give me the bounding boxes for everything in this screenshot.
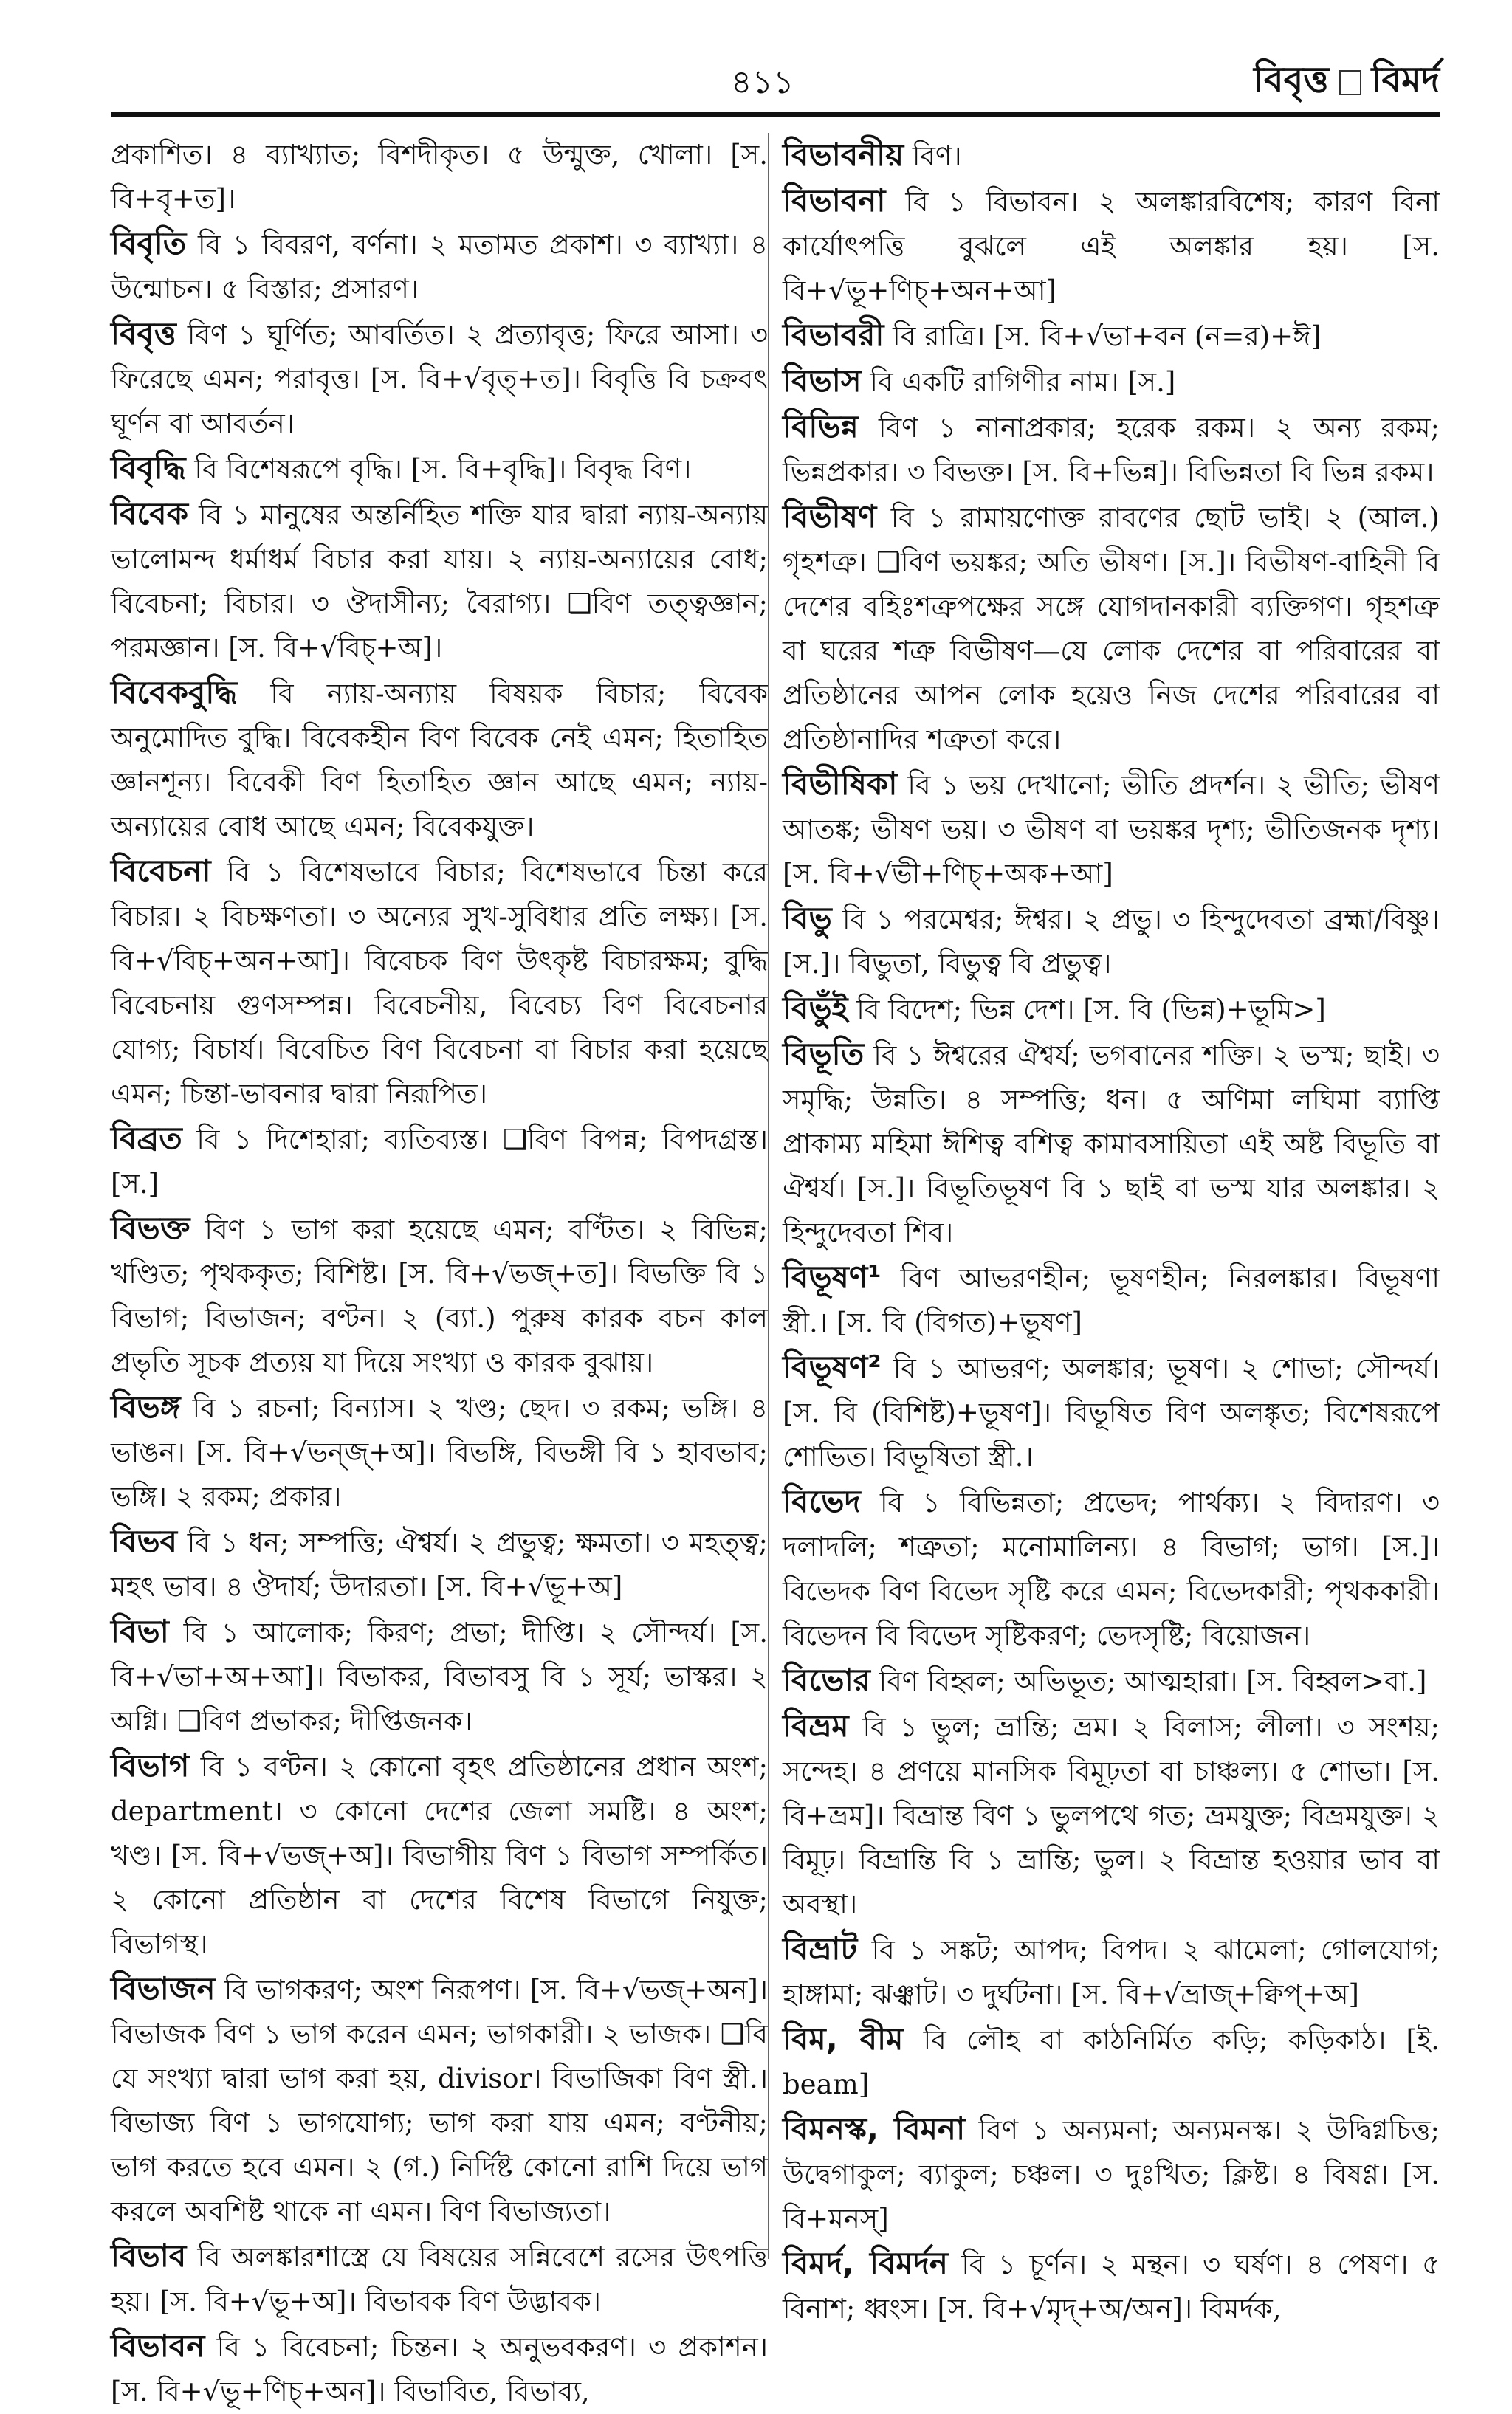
- dictionary-entry: [783, 2107, 1440, 2241]
- entry-headword: বিভীষণ: [783, 498, 877, 534]
- guide-word-end: বিমর্দ: [1371, 59, 1440, 100]
- entry-definition: বি ১ দিশেহারা; ব্যতিব্যস্ত। ❑বিণ বিপন্ন; বিপদগ্রস্ত। [স.]: [111, 1124, 768, 1200]
- dictionary-entry: [111, 2324, 768, 2414]
- dictionary-entry: [111, 312, 768, 446]
- entry-headword: বিভিন্ন: [783, 408, 859, 444]
- entry-definition: বি ১ বণ্টন। ২ কোনো বৃহৎ প্রতিষ্ঠানের প্রধান অংশ; department। ৩ কোনো দেশের জেলা সমষ্টি। ৪ অংশ; খণ্ড। [স. বি+√ভজ্‌+অ]। বিভাগীয় বিণ ১ বিভাগ সম্পর্কিত। ২ কোনো প্রতিষ্ঠান বা দেশের বিশেষ বিভাগে নিযুক্ত; বিভাগস্থ।: [111, 1751, 768, 1960]
- entry-headword: বিভঙ্গ: [111, 1389, 181, 1425]
- dictionary-entry: [783, 1927, 1440, 2017]
- dictionary-entry: [111, 133, 768, 221]
- entry-definition: বি ১ চূর্ণন। ২ মন্থন। ৩ ঘর্ষণ। ৪ পেষণ। ৫ বিনাশ; ধ্বংস। [স. বি+√মৃদ্‌+অ/অন]। বিমর্দক,: [783, 2249, 1440, 2325]
- entry-headword: বিবৃতি: [111, 225, 187, 261]
- entry-headword: বিভেদ: [783, 1483, 861, 1519]
- entry-definition: বি ন্যায়-অন্যায় বিষয়ক বিচার; বিবেক অনুমোদিত বুদ্ধি। বিবেকহীন বিণ বিবেক নেই এমন; হিতাহিত জ্ঞানশূন্য। বিবেকী বিণ হিতাহিত জ্ঞান আছে এমন; ন্যায়-অন্যায়ের বোধ আছে এমন; বিবেকযুক্ত।: [111, 678, 768, 842]
- column-divider: [768, 133, 769, 2259]
- dictionary-entry: [783, 1704, 1440, 1927]
- dictionary-entry: [783, 1479, 1440, 1658]
- entry-headword: বিবৃত্ত: [111, 315, 176, 351]
- entry-headword: বিভ্রম: [783, 1708, 849, 1744]
- entry-headword: বিভোর: [783, 1662, 870, 1698]
- dictionary-entry: [783, 2241, 1440, 2331]
- dictionary-entry: [783, 133, 1440, 179]
- left-column: [111, 133, 768, 2407]
- entry-definition: বি ১ আলোক; কিরণ; প্রভা; দীপ্তি। ২ সৌন্দর্য। [স. বি+√ভা+অ+আ]। বিভাকর, বিভাবসু বি ১ সূর্য; ভাস্কর। ২ অগ্নি। ❑বিণ প্রভাকর; দীপ্তিজনক।: [111, 1617, 768, 1737]
- dictionary-entry: [783, 896, 1440, 986]
- entry-definition: বি ১ পরমেশ্বর; ঈশ্বর। ২ প্রভু। ৩ হিন্দুদেবতা ব্রহ্মা/বিষ্ণু। [স.]। বিভুতা, বিভুত্ব বি প্রভুত্ব।: [783, 904, 1440, 980]
- entry-definition: বিণ ১ নানাপ্রকার; হরেক রকম। ২ অন্য রকম; ভিন্নপ্রকার। ৩ বিভক্ত। [স. বি+ভিন্ন]। বিভিন্নতা বি ভিন্ন রকম।: [783, 412, 1440, 488]
- page-header: [111, 52, 1440, 111]
- dictionary-entry: [111, 670, 768, 849]
- entry-headword: বিব্রত: [111, 1120, 182, 1156]
- entry-definition: বি ১ ভুল; ভ্রান্তি; ভ্রম। ২ বিলাস; লীলা। ৩ সংশয়; সন্দেহ। ৪ প্রণয়ে মানসিক বিমূঢ়তা বা চাঞ্চল্য। ৫ শোভা। [স. বি+ভ্রম]। বিভ্রান্ত বিণ ১ ভুলপথে গত; ভ্রমযুক্ত; বিভ্রমযুক্ত। ২ বিমূঢ়। বিভ্রান্তি বি ১ ভ্রান্তি; ভুল। ২ বিভ্রান্ত হওয়ার ভাব বা অবস্থা।: [783, 1711, 1440, 1920]
- dictionary-entry: [783, 986, 1440, 1032]
- entry-headword: বিভাগ: [111, 1747, 190, 1784]
- dictionary-entry: [111, 1609, 768, 1744]
- dictionary-entry: [111, 492, 768, 670]
- page-number: ৪১১: [731, 63, 794, 101]
- entry-headword: বিভীষিকা: [783, 766, 898, 802]
- entry-definition: বি লৌহ বা কাঠনির্মিত কড়ি; কড়িকাঠ। [ই. beam]: [783, 2024, 1440, 2100]
- dictionary-entry: [111, 221, 768, 312]
- entry-headword: বিবেক: [111, 495, 189, 532]
- entry-headword: বিবৃদ্ধি: [111, 450, 186, 486]
- separator-box-icon: [1339, 70, 1361, 95]
- entry-definition: বি অলঙ্কারশাস্ত্রে যে বিষয়ের সন্নিবেশে রসের উৎপত্তি হয়। [স. বি+√ভূ+অ]। বিভাবক বিণ উদ্ভাবক।: [111, 2241, 768, 2317]
- dictionary-entry: [783, 1658, 1440, 1704]
- entry-definition: বি রাত্রি। [স. বি+√ভা+বন (ন=র)+ঈ]: [884, 320, 1322, 352]
- entry-headword: বিভাস: [783, 362, 862, 399]
- entry-definition: বি ১ সঙ্কট; আপদ; বিপদ। ২ ঝামেলা; গোলযোগ; হাঙ্গামা; ঝঞ্ঝাট। ৩ দুর্ঘটনা। [স. বি+√ভ্রাজ্‌+ক্বিপ্‌+অ]: [783, 1934, 1440, 2010]
- dictionary-entry: [783, 762, 1440, 896]
- entry-definition: প্রকাশিত। ৪ ব্যাখ্যাত; বিশদীকৃত। ৫ উন্মুক্ত, খোলা। [স. বি+বৃ+ত]।: [111, 139, 768, 215]
- entry-headword: বিভাবনা: [783, 182, 886, 219]
- entry-headword: বিভা: [111, 1613, 169, 1649]
- entry-headword: বিবেকবুদ্ধি: [111, 674, 238, 710]
- entry-headword: বিভাবন: [111, 2328, 205, 2364]
- entry-headword: বিভক্ত: [111, 1210, 190, 1246]
- entry-definition: বি ১ মানুষের অন্তর্নিহিত শক্তি যার দ্বারা ন্যায়-অন্যায় ভালোমন্দ ধর্মাধর্ম বিচার করা যায়। ২ ন্যায়-অন্যায়ের বোধ; বিবেচনা; বিচার। ৩ ঔদাসীন্য; বৈরাগ্য। ❑বিণ তত্ত্বজ্ঞান; পরমজ্ঞান। [স. বি+√বিচ্‌+অ]।: [111, 499, 768, 664]
- dictionary-entry: [111, 849, 768, 1116]
- entry-headword: বিভাবরী: [783, 317, 884, 353]
- entry-definition: বিণ ১ অন্যমনা; অন্যমনস্ক। ২ উদ্বিগ্নচিত্ত; উদ্বেগাকুল; ব্যাকুল; চঞ্চল। ৩ দুঃখিত; ক্লিষ্ট। ৪ বিষণ্ণ। [স. বি+মনস্‌]: [783, 2114, 1440, 2235]
- entry-definition: বি ১ রচনা; বিন্যাস। ২ খণ্ড; ছেদ। ৩ রকম; ভঙ্গি। ৪ ভাঙন। [স. বি+√ভন্‌জ্‌+অ]। বিভঙ্গি, বিভঙ্গী বি ১ হাবভাব; ভঙ্গি। ২ রকম; প্রকার।: [111, 1392, 768, 1513]
- entry-headword: বিভূষণ²: [783, 1349, 882, 1385]
- dictionary-entry: [783, 2017, 1440, 2107]
- entry-headword: বিভাবনীয়: [783, 137, 904, 173]
- entry-definition: বি ১ বিবেচনা; চিন্তন। ২ অনুভবকরণ। ৩ প্রকাশন। [স. বি+√ভূ+ণিচ্‌+অন]। বিভাবিত, বিভাব্য,: [111, 2331, 768, 2407]
- dictionary-entry: [783, 359, 1440, 405]
- entry-definition: বি ১ বিভাবন। ২ অলঙ্কারবিশেষ; কারণ বিনা কার্যোৎপত্তি বুঝলে এই অলঙ্কার হয়। [স. বি+√ভূ+ণিচ্‌+অন+আ]: [783, 186, 1440, 306]
- dictionary-entry: [783, 1032, 1440, 1255]
- guide-words: [1254, 53, 1440, 111]
- entry-definition: বি বিশেষরূপে বৃদ্ধি। [স. বি+বৃদ্ধি]। বিবৃদ্ধ বিণ।: [185, 453, 692, 485]
- entry-headword: বিভ্রাট: [783, 1930, 858, 1967]
- guide-word-start: বিবৃত্ত: [1254, 59, 1329, 100]
- entry-headword: বিভু: [783, 900, 832, 936]
- entry-definition: বিণ আভরণহীন; ভূষণহীন; নিরলঙ্কার। বিভূষণা স্ত্রী.। [স. বি (বিগত)+ভূষণ]: [783, 1262, 1440, 1338]
- entry-headword: বিভুঁই: [783, 990, 848, 1026]
- dictionary-entry: [783, 313, 1440, 359]
- entry-headword: বিভাজন: [111, 1970, 216, 2006]
- entry-definition: বি ১ আভরণ; অলঙ্কার; ভূষণ। ২ শোভা; সৌন্দর্য। [স. বি (বিশিষ্ট)+ভূষণ]। বিভূষিত বিণ অলঙ্কৃত; বিশেষরূপে শোভিত। বিভূষিতা স্ত্রী.।: [783, 1352, 1440, 1473]
- dictionary-entry: [111, 1967, 768, 2234]
- entry-headword: বিভূষণ¹: [783, 1259, 882, 1295]
- entry-headword: বিভূতি: [783, 1036, 865, 1072]
- entry-definition: বি ভাগকরণ; অংশ নিরূপণ। [স. বি+√ভজ্‌+অন]। বিভাজক বিণ ১ ভাগ করেন এমন; ভাগকারী। ২ ভাজক। ❑বি যে সংখ্যা দ্বারা ভাগ করা হয়, divisor। বিভাজিকা বিণ স্ত্রী.। বিভাজ্য বিণ ১ ভাগযোগ্য; ভাগ করা যায় এমন; বণ্টনীয়; ভাগ করতে হবে এমন। ২ (গ.) নির্দিষ্ট কোনো রাশি দিয়ে ভাগ করলে অবশিষ্ট থাকে না এমন। বিণ বিভাজ্যতা।: [111, 1974, 768, 2227]
- dictionary-entry: [111, 1206, 768, 1385]
- entry-definition: বি ১ বিভিন্নতা; প্রভেদ; পার্থক্য। ২ বিদারণ। ৩ দলাদলি; শত্রুতা; মনোমালিন্য। ৪ বিভাগ; ভাগ। [স.]। বিভেদক বিণ বিভেদ সৃষ্টি করে এমন; বিভেদকারী; পৃথককারী। বিভেদন বি বিভেদ সৃষ্টিকরণ; ভেদসৃষ্টি; বিয়োজন।: [783, 1487, 1440, 1651]
- dictionary-entry: [783, 1255, 1440, 1345]
- entry-definition: বি ১ রামায়ণোক্ত রাবণের ছোট ভাই। ২ (আল.) গৃহশত্রু। ❑বিণ ভয়ঙ্কর; অতি ভীষণ। [স.]। বিভীষণ-বাহিনী বি দেশের বহিঃশত্রুপক্ষের সঙ্গে যোগদানকারী ব্যক্তিগণ। গৃহশত্রু বা ঘরের শত্রু বিভীষণ—যে লোক দেশের বা পরিবারের বা প্রতিষ্ঠানের আপন লোক হয়েও নিজ দেশের পরিবারের বা প্রতিষ্ঠানাদির শত্রুতা করে।: [783, 502, 1440, 755]
- entry-definition: বি ১ ঈশ্বরের ঐশ্বর্য; ভগবানের শক্তি। ২ ভস্ম; ছাই। ৩ সমৃদ্ধি; উন্নতি। ৪ সম্পত্তি; ধন। ৫ অণিমা লঘিমা ব্যাপ্তি প্রাকাম্য মহিমা ঈশিত্ব বশিত্ব কামাবসায়িতা এই অষ্ট বিভূতি বা ঐশ্বর্য। [স.]। বিভূতিভূষণ বি ১ ছাই বা ভস্ম যার অলঙ্কার। ২ হিন্দুদেবতা শিব।: [783, 1039, 1440, 1248]
- entry-definition: বি বিদেশ; ভিন্ন দেশ। [স. বি (ভিন্ন)+ভূমি>]: [848, 994, 1326, 1025]
- dictionary-entry: [111, 2234, 768, 2324]
- dictionary-entry: [783, 179, 1440, 313]
- entry-definition: বিণ।: [904, 140, 962, 172]
- header-rule: [111, 112, 1440, 117]
- dictionary-entry: [111, 446, 768, 492]
- entry-definition: বি ১ বিশেষভাবে বিচার; বিশেষভাবে চিন্তা করে বিচার। ২ বিচক্ষণতা। ৩ অন্যের সুখ-সুবিধার প্রতি লক্ষ্য। [স. বি+√বিচ্‌+অন+আ]। বিবেচক বিণ উৎকৃষ্ট বিচারক্ষম; বুদ্ধি বিবেচনায় গুণসম্পন্ন। বিবেচনীয়, বিবেচ্য বিণ বিবেচনার যোগ্য; বিচার্য। বিবেচিত বিণ বিবেচনা বা বিচার করা হয়েছে এমন; চিন্তা-ভাবনার দ্বারা নিরূপিত।: [111, 856, 768, 1110]
- right-column: [783, 133, 1440, 2325]
- dictionary-entry: [111, 1116, 768, 1206]
- entry-definition: বিণ বিহ্বল; অভিভূত; আত্মহারা। [স. বিহ্বল>বা.]: [870, 1665, 1427, 1697]
- entry-definition: বি একটি রাগিণীর নাম। [স.]: [861, 366, 1176, 398]
- dictionary-entry: [783, 495, 1440, 762]
- entry-headword: বিবেচনা: [111, 853, 211, 889]
- entry-headword: বিম, বীম: [783, 2021, 904, 2057]
- dictionary-entry: [783, 405, 1440, 495]
- entry-definition: বি ১ ধন; সম্পত্তি; ঐশ্বর্য। ২ প্রভুত্ব; ক্ষমতা। ৩ মহত্ত্ব; মহৎ ভাব। ৪ ঔদার্য; উদারতা। [স. বি+√ভূ+অ]: [111, 1527, 768, 1603]
- entry-definition: বিণ ১ ভাগ করা হয়েছে এমন; বণ্টিত। ২ বিভিন্ন; খণ্ডিত; পৃথককৃত; বিশিষ্ট। [স. বি+√ভজ্‌+ত]। বিভক্তি বি ১ বিভাগ; বিভাজন; বণ্টন। ২ (ব্যা.) পুরুষ কারক বচন কাল প্রভৃতি সূচক প্রত্যয় যা দিয়ে সংখ্যা ও কারক বুঝায়।: [111, 1214, 768, 1378]
- entry-headword: বিভাব: [111, 2238, 187, 2274]
- dictionary-entry: [111, 1744, 768, 1967]
- entry-definition: বি ১ বিবরণ, বর্ণনা। ২ মতামত প্রকাশ। ৩ ব্যাখ্যা। ৪ উন্মোচন। ৫ বিস্তার; প্রসারণ।: [111, 229, 768, 305]
- entry-headword: বিমনস্ক, বিমনা: [783, 2111, 966, 2147]
- entry-definition: বি ১ ভয় দেখানো; ভীতি প্রদর্শন। ২ ভীতি; ভীষণ আতঙ্ক; ভীষণ ভয়। ৩ ভীষণ বা ভয়ঙ্কর দৃশ্য; ভীতিজনক দৃশ্য। [স. বি+√ভী+ণিচ্‌+অক+আ]: [783, 769, 1440, 890]
- entry-headword: বিমর্দ, বিমর্দন: [783, 2245, 948, 2281]
- dictionary-entry: [111, 1519, 768, 1609]
- dictionary-entry: [783, 1345, 1440, 1479]
- entry-headword: বিভব: [111, 1523, 178, 1559]
- entry-definition: বিণ ১ ঘূর্ণিত; আবর্তিত। ২ প্রত্যাবৃত্ত; ফিরে আসা। ৩ ফিরেছে এমন; পরাবৃত্ত। [স. বি+√বৃত্‌+ত]। বিবৃত্তি বি চক্রবৎ ঘূর্ণন বা আবর্তন।: [111, 319, 768, 439]
- dictionary-entry: [111, 1385, 768, 1519]
